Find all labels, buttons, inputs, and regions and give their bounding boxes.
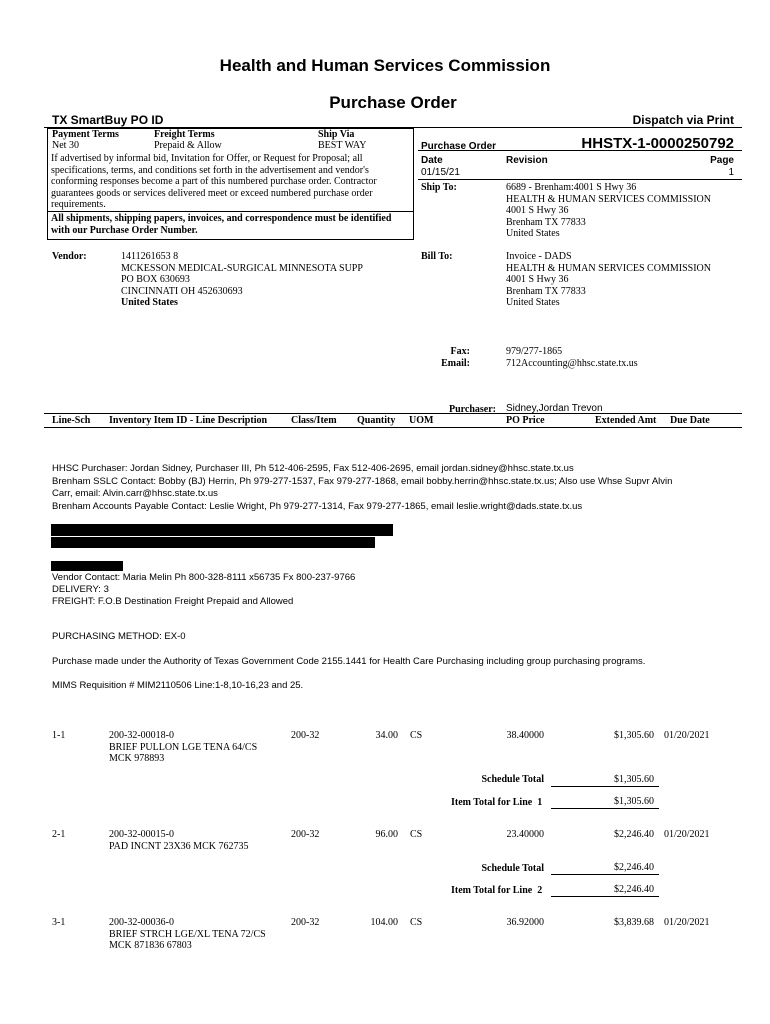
line-quantity: 104.00 [370, 917, 398, 928]
po-notice-line: guarantees goods or services delivered meet or exceed numbered purchase order [51, 187, 373, 199]
fax-value: 979/277-1865 [506, 346, 563, 357]
item-total-label [451, 797, 542, 808]
item-total-line-no: 2 [537, 885, 543, 896]
col-quantity: Quantity [357, 415, 396, 426]
schedule-total-label: Schedule Total [481, 774, 544, 785]
purchaser-value: Sidney,Jordan Trevon [506, 403, 603, 414]
line-extended-amt: $3,839.68 [614, 917, 654, 928]
vendor-label: Vendor: [52, 251, 87, 262]
ship-to-address [506, 182, 711, 240]
line-quantity: 34.00 [375, 730, 398, 741]
bill-to-line: Brenham TX 77833 [506, 285, 586, 297]
item-total-label [451, 885, 542, 896]
line-class-item: 200-32 [291, 730, 320, 741]
ship-via-label: Ship Via [318, 129, 355, 140]
line-sch: 3-1 [52, 917, 66, 928]
freight-terms-label: Freight Terms [154, 129, 215, 140]
line-sch: 2-1 [52, 829, 66, 840]
contact-note-line: Carr, email: Alvin.carr@hhsc.state.tx.us [52, 488, 218, 499]
document-title: Purchase Order [329, 93, 457, 112]
contact-note-line: HHSC Purchaser: Jordan Sidney, Purchaser III, Ph 512-406-2595, Fax 512-406-2695, email jordan.sidney@hhsc.state.tx.us [52, 463, 574, 474]
item-total-label-text: Item Total for Line [451, 885, 533, 896]
line-extended-amt: $2,246.40 [614, 829, 654, 840]
bill-to-line: 4001 S Hwy 36 [506, 274, 569, 285]
item-desc-line: BRIEF PULLON LGE TENA 64/CS [109, 741, 258, 753]
contact-notes [52, 463, 672, 513]
shipment-notice [51, 213, 391, 236]
bill-to-line: HEALTH & HUMAN SERVICES COMMISSION [506, 262, 711, 274]
bill-to-line: United States [506, 297, 560, 308]
line-due-date: 01/20/2021 [664, 730, 710, 741]
po-notice [51, 153, 377, 211]
po-notice-line: requirements. [51, 199, 106, 210]
line-po-price: 23.40000 [506, 829, 544, 840]
revision-label: Revision [506, 155, 548, 166]
vendor-contact-note: Vendor Contact: Maria Melin Ph 800-328-8111 x56735 Fx 800-237-9766 [52, 572, 356, 583]
freight-terms-value: Prepaid & Allow [154, 140, 222, 151]
po-notice-line: specifications, terms, and conditions set forth in the advertisement and vendor's [51, 164, 369, 176]
item-id: 200-32-00018-0 [109, 730, 174, 741]
total-underline [551, 786, 659, 787]
ship-to-line: 6689 - Brenham:4001 S Hwy 36 [506, 182, 637, 193]
po-box-bottom-rule [418, 179, 742, 180]
item-desc-line: MCK 871836 67803 [109, 940, 192, 951]
email-value: 712Accounting@hhsc.state.tx.us [506, 358, 638, 369]
line-due-date: 01/20/2021 [664, 829, 710, 840]
schedule-total-label: Schedule Total [481, 863, 544, 874]
po-number-label: Purchase Order [421, 141, 497, 152]
bill-to-address [506, 251, 711, 309]
line-po-price: 36.92000 [506, 917, 544, 928]
vendor-country: United States [121, 297, 178, 308]
item-id: 200-32-00015-0 [109, 829, 174, 840]
ship-via-value: BEST WAY [318, 140, 367, 151]
ship-to-line: United States [506, 228, 560, 239]
line-po-price: 38.40000 [506, 730, 544, 741]
item-desc-line: MCK 978893 [109, 753, 165, 764]
vendor-line: MCKESSON MEDICAL-SURGICAL MINNESOTA SUPP [121, 262, 363, 274]
line-sch: 1-1 [52, 730, 66, 741]
ship-to-line: Brenham TX 77833 [506, 216, 586, 228]
ship-to-label: Ship To: [421, 182, 457, 193]
fax-label: Fax: [450, 346, 470, 357]
total-underline [551, 874, 659, 875]
total-underline [551, 808, 659, 809]
bill-to-label: Bill To: [421, 251, 453, 262]
payment-terms-label: Payment Terms [52, 129, 119, 140]
line-extended-amt: $1,305.60 [614, 730, 654, 741]
schedule-total-value: $1,305.60 [614, 774, 654, 785]
item-id: 200-32-00036-0 [109, 917, 174, 928]
freight-note: FREIGHT: F.O.B Destination Freight Prepaid and Allowed [52, 596, 294, 607]
line-uom: CS [410, 917, 423, 928]
line-uom: CS [410, 829, 423, 840]
col-uom: UOM [409, 415, 434, 426]
authority-note: Purchase made under the Authority of Texas Government Code 2155.1441 for Health Care Purchasing including group purchasing programs. [52, 656, 646, 667]
payment-terms-value: Net 30 [52, 140, 79, 151]
po-id-label: TX SmartBuy PO ID [52, 113, 164, 127]
date-value: 01/15/21 [421, 167, 460, 178]
col-po-price: PO Price [506, 415, 545, 426]
vendor-address [121, 251, 363, 309]
po-notice-line: conforming responses become a part of this numbered purchase order. Contractor [51, 176, 377, 187]
purchasing-method: PURCHASING METHOD: EX-0 [52, 631, 186, 642]
shipment-notice-line: All shipments, shipping papers, invoices, and correspondence must be identified [51, 213, 392, 224]
shipment-notice-line: with our Purchase Order Number. [51, 224, 198, 236]
redaction-bar [51, 537, 375, 548]
email-label: Email: [441, 358, 470, 369]
item-desc-line: BRIEF STRCH LGE/XL TENA 72/CS [109, 928, 266, 940]
redaction-bar [51, 524, 393, 536]
ship-to-line: HEALTH & HUMAN SERVICES COMMISSION [506, 193, 711, 205]
item-desc-line: PAD INCNT 23X36 MCK 762735 [109, 840, 249, 852]
page-value: 1 [728, 167, 734, 178]
col-extended-amt: Extended Amt [595, 415, 657, 426]
dispatch-method: Dispatch via Print [632, 113, 734, 127]
redaction-bar [51, 561, 123, 571]
vendor-line: 1411261653 8 [121, 251, 179, 262]
po-number: HHSTX-1-0000250792 [581, 135, 734, 152]
line-quantity: 96.00 [375, 829, 398, 840]
page-label: Page [710, 155, 734, 166]
line-item-description [109, 917, 266, 952]
agency-title: Health and Human Services Commission [219, 56, 551, 75]
schedule-total-value: $2,246.40 [614, 862, 654, 873]
columns-top-rule [44, 413, 742, 414]
ship-to-line: 4001 S Hwy 36 [506, 205, 569, 216]
contact-note-line: Brenham SSLC Contact: Bobby (BJ) Herrin, Ph 979-277-1537, Fax 979-277-1868, email bobby.herrin@hhsc.state.tx.us; Also use Whse Supvr Alvin [52, 475, 673, 487]
terms-divider [47, 211, 414, 212]
vendor-line: CINCINNATI OH 452630693 [121, 285, 243, 297]
item-total-value: $1,305.60 [614, 796, 654, 807]
date-label: Date [421, 155, 443, 166]
purchaser-label: Purchaser: [448, 404, 496, 415]
item-total-line-no: 1 [537, 797, 543, 808]
col-item-description: Inventory Item ID - Line Description [109, 415, 268, 426]
col-class-item: Class/Item [291, 415, 337, 426]
bill-to-line: Invoice - DADS [506, 251, 572, 262]
line-class-item: 200-32 [291, 829, 320, 840]
columns-bottom-rule [44, 427, 742, 428]
line-class-item: 200-32 [291, 917, 320, 928]
contact-note-line: Brenham Accounts Payable Contact: Leslie Wright, Ph 979-277-1314, Fax 979-277-1865, email leslie.wright@dads.state.tx.us [52, 500, 583, 512]
line-item-description [109, 730, 257, 765]
item-total-label-text: Item Total for Line [451, 797, 533, 808]
delivery-note: DELIVERY: 3 [52, 584, 109, 595]
total-underline [551, 896, 659, 897]
po-notice-line: If advertised by informal bid, Invitation for Offer, or Request for Proposal; all [51, 153, 363, 164]
col-line-sch: Line-Sch [52, 415, 91, 426]
line-item-description [109, 829, 248, 852]
vendor-notes [52, 572, 355, 608]
line-uom: CS [410, 730, 423, 741]
col-due-date: Due Date [670, 415, 710, 426]
item-total-value: $2,246.40 [614, 884, 654, 895]
vendor-line: PO BOX 630693 [121, 274, 190, 285]
mims-requisition: MIMS Requisition # MIM2110506 Line:1-8,10-16,23 and 25. [52, 680, 304, 691]
line-due-date: 01/20/2021 [664, 917, 710, 928]
